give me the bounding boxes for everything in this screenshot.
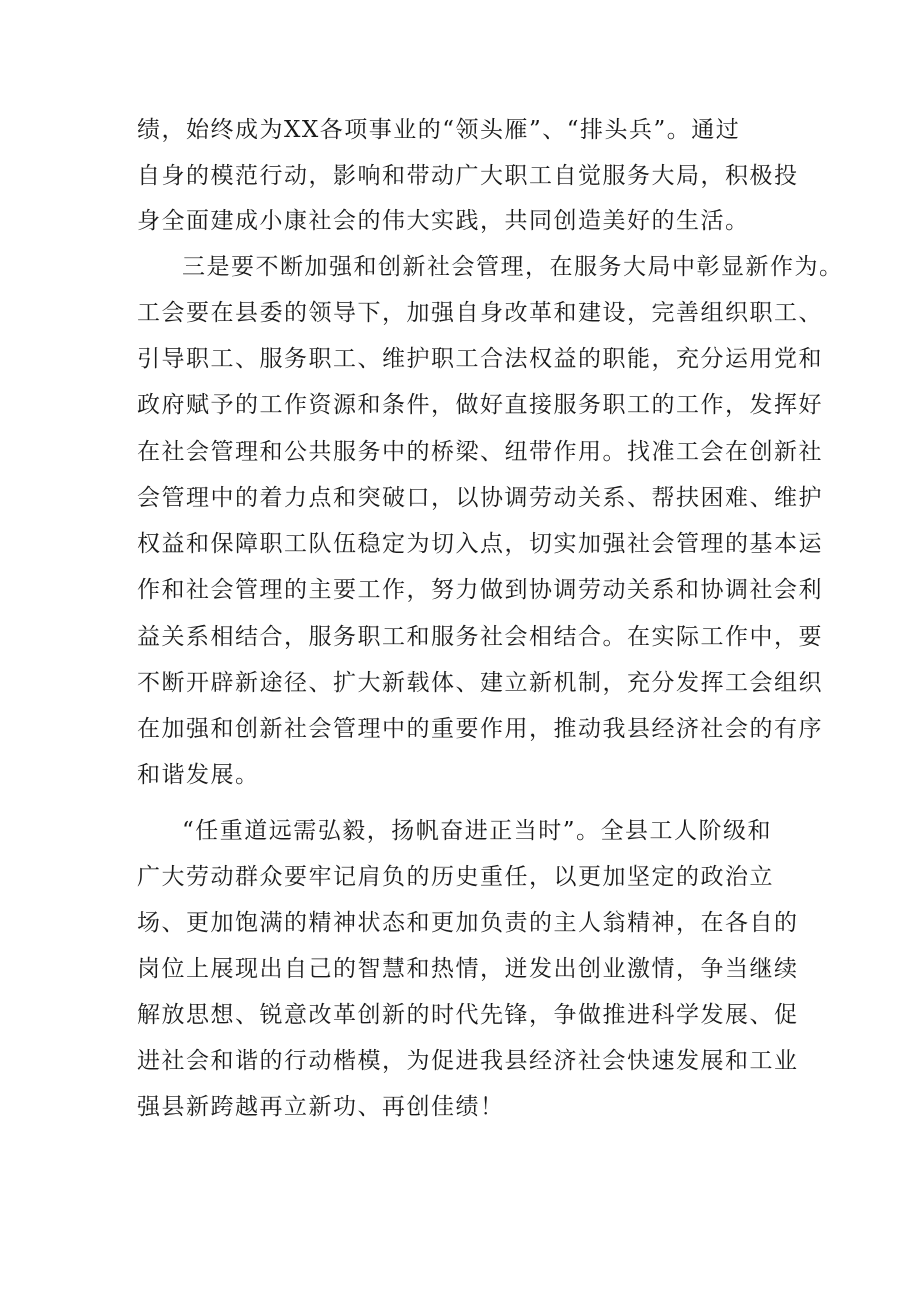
text-line-18: 场、更加饱满的精神状态和更加负责的主人翁精神，在各自的 <box>137 910 799 936</box>
text-line-1: 绩，始终成为XX各项事业的“领头雁”、“排头兵”。通过 <box>137 117 741 143</box>
text-line-11: 作和社会管理的主要工作，努力做到协调劳动关系和协调社会利 <box>137 577 823 603</box>
text-line-15: 和谐发展。 <box>137 762 260 788</box>
text-line-6: 引导职工、服务职工、维护职工合法权益的职能，充分运用党和 <box>137 346 823 372</box>
text-line-7: 政府赋予的工作资源和条件，做好直接服务职工的工作，发挥好 <box>137 392 823 418</box>
text-line-8: 在社会管理和公共服务中的桥梁、纽带作用。找准工会在创新社 <box>137 439 823 465</box>
text-line-16: “任重道远需弘毅，扬帆奋进正当时”。全县工人阶级和 <box>182 818 773 844</box>
text-line-10: 权益和保障职工队伍稳定为切入点，切实加强社会管理的基本运 <box>137 531 823 557</box>
text-line-4: 三是要不断加强和创新社会管理，在服务大局中彰显新作为。 <box>182 254 844 280</box>
text-line-19: 岗位上展现出自己的智慧和热情，迸发出创业激情，争当继续 <box>137 956 799 982</box>
text-line-9: 会管理中的着力点和突破口，以协调劳动关系、帮扶困难、维护 <box>137 485 823 511</box>
text-line-3: 身全面建成小康社会的伟大实践，共同创造美好的生活。 <box>137 208 750 234</box>
text-line-12: 益关系相结合，服务职工和服务社会相结合。在实际工作中，要 <box>137 624 823 650</box>
text-line-5: 工会要在县委的领导下，加强自身改革和建设，完善组织职工、 <box>137 300 823 326</box>
text-line-22: 强县新跨越再立新功、再创佳绩！ <box>137 1094 505 1120</box>
text-line-21: 进社会和谐的行动楷模，为促进我县经济社会快速发展和工业 <box>137 1048 799 1074</box>
text-line-17: 广大劳动群众要牢记肩负的历史重任，以更加坚定的政治立 <box>137 864 774 890</box>
text-line-13: 不断开辟新途径、扩大新载体、建立新机制，充分发挥工会组织 <box>137 670 823 696</box>
text-line-14: 在加强和创新社会管理中的重要作用，推动我县经济社会的有序 <box>137 716 823 742</box>
text-line-20: 解放思想、锐意改革创新的时代先锋，争做推进科学发展、促 <box>137 1002 799 1028</box>
text-line-2: 自身的模范行动，影响和带动广大职工自觉服务大局，积极投 <box>137 163 799 189</box>
